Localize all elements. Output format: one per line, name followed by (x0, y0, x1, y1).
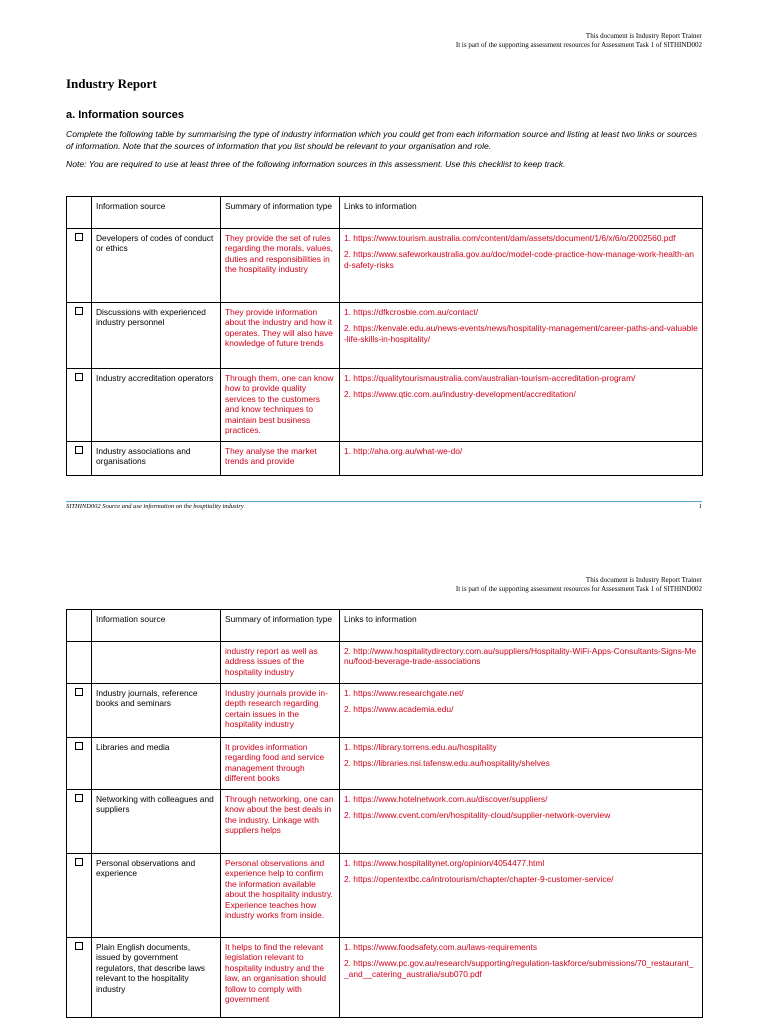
info-sources-table-page-2 (66, 609, 703, 1018)
checkbox[interactable] (75, 688, 83, 696)
checkbox-cell-empty (67, 642, 92, 684)
table-row (67, 229, 703, 303)
table-header-row (67, 197, 703, 229)
link-text[interactable]: 1. https://www.hospitalitynet.org/opinion/4054477.html (344, 858, 545, 868)
table-row (67, 442, 703, 476)
table-row (67, 854, 703, 938)
checkbox[interactable] (75, 794, 83, 802)
checkbox[interactable] (75, 233, 83, 241)
checkbox-cell[interactable] (67, 303, 92, 369)
table-row (67, 738, 703, 790)
page-2-header (456, 576, 702, 594)
column-header-summary: Summary of information type (221, 610, 340, 642)
links-cell (340, 229, 703, 303)
source-cell: Discussions with experienced industry personnel (92, 303, 221, 369)
checkbox-cell[interactable] (67, 790, 92, 854)
table-row (67, 684, 703, 738)
checkbox-cell[interactable] (67, 738, 92, 790)
page-number: 1 (698, 503, 702, 510)
checkbox[interactable] (75, 373, 83, 381)
source-cell: Industry journals, reference books and seminars (92, 684, 221, 738)
checkbox-cell[interactable] (67, 442, 92, 476)
link-text[interactable]: 2. http://www.hospitalitydirectory.com.au/suppliers/Hospitality-WiFi-Apps-Consultants-Signs-Menu/food-beverage-trade-associations (344, 646, 697, 667)
checkbox-column-header (67, 197, 92, 229)
link-text[interactable]: 1. https://www.hotelnetwork.com.au/discover/suppliers/ (344, 794, 548, 804)
link-text[interactable]: 1. https://www.foodsafety.com.au/laws-requirements (344, 942, 538, 952)
source-cell: Industry accreditation operators (92, 369, 221, 442)
link-text[interactable]: 2. https://www.cvent.com/en/hospitality-cloud/supplier-network-overview (344, 810, 611, 821)
link-text[interactable]: 2. https://libraries.nsi.tafensw.edu.au/hospitality/shelves (344, 758, 550, 769)
source-cell (92, 642, 221, 684)
summary-cell: Through networking, one can know about the best deals in the industry. Linkage with suppliers helps (221, 790, 340, 854)
link-text[interactable]: 2. https://www.safeworkaustralia.gov.au/doc/model-code-practice-how-manage-work-health-and-safety-risks (344, 249, 694, 270)
summary-cell: It provides information regarding food and service management through different books (221, 738, 340, 790)
report-title: Industry Report (66, 76, 157, 91)
table-row (67, 790, 703, 854)
link-text[interactable]: 1. https://library.torrens.edu.au/hospitality (344, 742, 497, 752)
header-line-1: This document is Industry Report Trainer (585, 32, 702, 40)
source-cell: Developers of codes of conduct or ethics (92, 229, 221, 303)
link-text[interactable]: 1. https://www.researchgate.net/ (344, 688, 464, 698)
table-row (67, 303, 703, 369)
checkbox-column-header (67, 610, 92, 642)
instructions-text: Complete the following table by summarising the type of industry information which you could get from each information source and listing at least two links or sources of information. Note that the sources of information that you list should be relevant to your organisation and role. (66, 129, 697, 151)
header-line-2: It is part of the supporting assessment resources for Assessment Task 1 of SITHIND002 (455, 585, 702, 593)
checkbox-cell[interactable] (67, 684, 92, 738)
note-text: Note: You are required to use at least three of the following information sources in this assessment. Use this checklist to keep track. (66, 159, 566, 169)
checkbox-cell[interactable] (67, 229, 92, 303)
links-cell (340, 738, 703, 790)
link-text[interactable]: 1. http://aha.org.au/what-we-do/ (344, 446, 463, 456)
page-1-header (456, 32, 702, 50)
summary-cell: Industry journals provide in-depth research regarding certain issues in the hospitality industry (221, 684, 340, 738)
summary-cell: It helps to find the relevant legislation relevant to hospitality industry and the law, an organisation should follow to comply with government (221, 938, 340, 1018)
column-header-summary: Summary of information type (221, 197, 340, 229)
link-text[interactable]: 2. https://opentextbc.ca/introtourism/chapter/chapter-9-customer-service/ (344, 874, 614, 885)
source-cell: Personal observations and experience (92, 854, 221, 938)
link-text[interactable]: 1. https://qualitytourismaustralia.com/australian-tourism-accreditation-program/ (344, 373, 636, 383)
link-text[interactable]: 1. https://www.tourism.australia.com/content/dam/assets/document/1/6/x/6/o/2002560.pdf (344, 233, 676, 243)
checkbox[interactable] (75, 858, 83, 866)
column-header-links: Links to information (340, 610, 703, 642)
links-cell (340, 442, 703, 476)
links-cell (340, 938, 703, 1018)
header-line-1: This document is Industry Report Trainer (585, 576, 702, 584)
column-header-source: Information source (92, 610, 221, 642)
summary-cell: industry report as well as address issues of the hospitality industry (221, 642, 340, 684)
footer-unit-title: SITHIND002 Source and use information on the hospitality industry (66, 503, 244, 510)
links-cell (340, 369, 703, 442)
header-line-2: It is part of the supporting assessment resources for Assessment Task 1 of SITHIND002 (455, 41, 702, 49)
source-cell: Networking with colleagues and suppliers (92, 790, 221, 854)
link-text[interactable]: 2. https://www.qtic.com.au/industry-development/accreditation/ (344, 389, 576, 400)
link-text[interactable]: 2. https://www.academia.edu/ (344, 704, 454, 715)
link-text[interactable]: 2. https://kenvale.edu.au/news-events/news/hospitality-management/career-paths-and-valuable-life-skills-in-hospitality/ (344, 323, 698, 344)
checkbox-cell[interactable] (67, 854, 92, 938)
table-header-row (67, 610, 703, 642)
links-cell (340, 854, 703, 938)
links-cell (340, 303, 703, 369)
table-row (67, 938, 703, 1018)
link-text[interactable]: 2. https://www.pc.gov.au/research/supporting/regulation-taskforce/submissions/70_restaurant__and__catering_australia/sub070.pdf (344, 958, 694, 979)
checkbox[interactable] (75, 942, 83, 950)
checkbox[interactable] (75, 742, 83, 750)
checkbox[interactable] (75, 307, 83, 315)
source-cell: Plain English documents, issued by government regulators, that describe laws relevant to the hospitality industry (92, 938, 221, 1018)
table-row (67, 642, 703, 684)
summary-cell: Through them, one can know how to provide quality services to the customers and know techniques to maintain best business practices. (221, 369, 340, 442)
link-text[interactable]: 1. https://dfkcrosbie.com.au/contact/ (344, 307, 479, 317)
footer-rule (66, 501, 702, 502)
source-cell: Libraries and media (92, 738, 221, 790)
checkbox-cell[interactable] (67, 369, 92, 442)
info-sources-table-page-1 (66, 196, 703, 476)
table-row (67, 369, 703, 442)
summary-cell: Personal observations and experience help to confirm the information available about the hospitality industry. Experience teaches how industry works from inside. (221, 854, 340, 938)
column-header-links: Links to information (340, 197, 703, 229)
section-heading: a. Information sources (66, 109, 184, 121)
links-cell (340, 642, 703, 684)
summary-cell: They analyse the market trends and provide (221, 442, 340, 476)
summary-cell: They provide information about the industry and how it operates. They will also have knowledge of future trends (221, 303, 340, 369)
links-cell (340, 684, 703, 738)
page-footer (66, 503, 702, 511)
checkbox[interactable] (75, 446, 83, 454)
links-cell (340, 790, 703, 854)
summary-cell: They provide the set of rules regarding the morals, values, duties and responsibilities in the hospitality industry (221, 229, 340, 303)
checkbox-cell[interactable] (67, 938, 92, 1018)
source-cell: Industry associations and organisations (92, 442, 221, 476)
column-header-source: Information source (92, 197, 221, 229)
